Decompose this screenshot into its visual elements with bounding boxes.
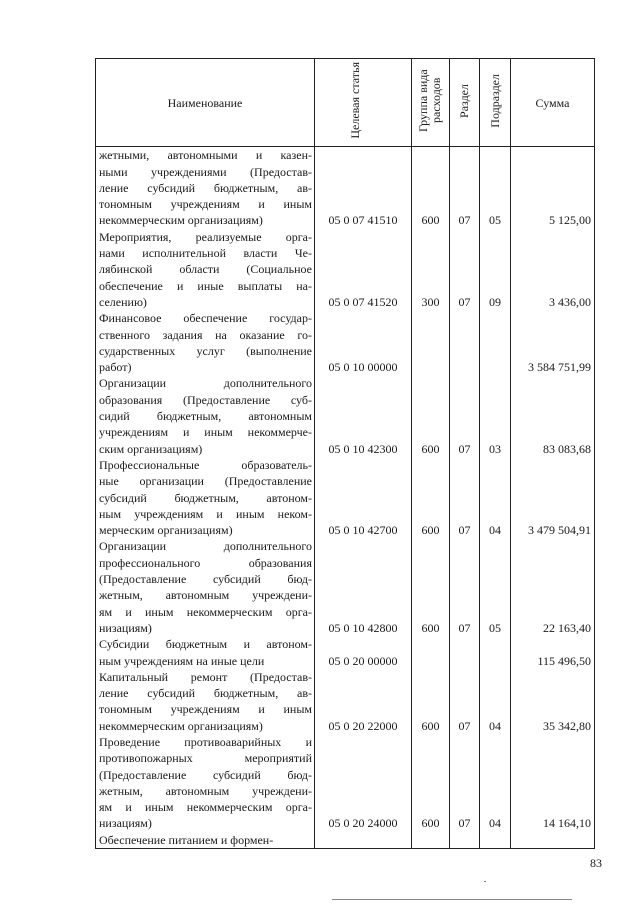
row-name-line: работ) [99,360,132,375]
table-row [96,636,595,669]
row-amount: 3 479 504,91 [511,457,595,538]
row-amount: 3 436,00 [511,229,595,310]
row-name-line: ные организации (Предоставление [99,474,312,489]
row-section: 07 [450,375,480,456]
row-name-line: Капитальный ремонт (Предостав- [99,669,312,684]
row-name [96,636,315,669]
row-target-code: 05 0 10 42300 [315,375,412,456]
table-row [96,229,595,310]
row-name-line: Мероприятия, реализуемые орга- [99,229,312,244]
row-subsection [480,832,511,849]
row-name [96,310,315,375]
header-subsection: Подраздел [480,59,511,147]
table-row [96,310,595,375]
row-target-code: 05 0 10 42700 [315,457,412,538]
row-amount: 115 496,50 [511,636,595,669]
table-row [96,147,595,229]
row-subsection: 03 [480,375,511,456]
row-name-line: Обеспечение питанием и формен- [99,832,274,847]
row-expense-group: 300 [412,229,450,310]
row-target-code: 05 0 07 41510 [315,147,412,229]
row-name-line: нами исполнительной власти Че- [99,246,312,261]
row-amount: 83 083,68 [511,375,595,456]
row-name-line: мерческим организациям) [99,523,233,538]
row-expense-group [412,832,450,849]
row-name-line: некоммерческим организациям) [99,718,263,733]
table-row [96,669,595,734]
table-row [96,734,595,832]
header-name: Наименование [96,59,315,147]
row-section: 07 [450,147,480,229]
row-amount: 5 125,00 [511,147,595,229]
row-name [96,147,315,229]
row-target-code: 05 0 07 41520 [315,229,412,310]
row-name-line: некоммерческим организациям) [99,213,263,228]
table-row [96,538,595,636]
row-target-code: 05 0 20 24000 [315,734,412,832]
row-name-line: ным учреждениям и иным неком- [99,506,312,521]
row-name [96,457,315,538]
row-name-line: сударственных услуг (выполнение [99,343,312,358]
row-name-line: селению) [99,294,147,309]
row-name-line: противопожарных мероприятий [99,751,312,766]
row-name-line: жетным, автономным учреждени- [99,588,312,603]
row-name-line: Профессиональные образователь- [99,457,312,472]
row-section [450,636,480,669]
row-target-code: 05 0 20 00000 [315,636,412,669]
row-section: 07 [450,669,480,734]
row-subsection: 05 [480,147,511,229]
footer-line [332,899,572,900]
row-name-line: тономным учреждениям и иным [99,197,312,212]
row-name-line: Проведение противоаварийных и [99,734,312,749]
row-expense-group: 600 [412,147,450,229]
row-target-code: 05 0 10 00000 [315,310,412,375]
row-name-line: ским организациям) [99,441,203,456]
row-expense-group: 600 [412,669,450,734]
row-expense-group [412,636,450,669]
row-name-line: жетным, автономным учреждени- [99,783,312,798]
row-subsection: 04 [480,734,511,832]
row-expense-group: 600 [412,734,450,832]
row-subsection: 05 [480,538,511,636]
row-section [450,832,480,849]
row-name [96,734,315,832]
row-section: 07 [450,734,480,832]
row-name-line: (Предоставление субсидий бюд- [99,767,312,782]
row-section: 07 [450,229,480,310]
row-name [96,375,315,456]
row-section: 07 [450,538,480,636]
row-name-line: профессионального образования [99,555,312,570]
header-row [96,59,595,147]
row-name-line: (Предоставление субсидий бюд- [99,572,312,587]
row-name-line: учреждениям и иным некоммерче- [99,425,312,440]
table-row [96,457,595,538]
scan-speck [484,881,486,882]
row-name-line: Организации дополнительного [99,539,312,554]
row-name-line: низациям) [99,620,152,635]
row-target-code: 05 0 10 42800 [315,538,412,636]
row-amount: 3 584 751,99 [511,310,595,375]
row-name-line: ям и иным некоммерческим орга- [99,604,312,619]
header-section: Раздел [450,59,480,147]
row-subsection [480,310,511,375]
row-name-line: ление субсидий бюджетным, ав- [99,686,312,701]
row-name [96,669,315,734]
table-row [96,832,595,849]
row-name-line: жетными, автономными и казен- [99,148,312,163]
row-section [450,310,480,375]
row-expense-group: 600 [412,538,450,636]
row-name-line: Организации дополнительного [99,376,312,391]
header-expense-group: Группа вида расходов [412,59,450,147]
row-name-line: Финансовое обеспечение государ- [99,311,312,326]
row-name-line: субсидий бюджетным, автоном- [99,490,312,505]
row-name-line: ными учреждениями (Предостав- [99,164,312,179]
row-name-line: тономным учреждениям и иным [99,702,312,717]
row-name-line: ление субсидий бюджетным, ав- [99,180,312,195]
header-sum: Сумма [511,59,595,147]
page-number: 83 [590,856,602,870]
row-name-line: низациям) [99,816,152,831]
row-name-line: ственного задания на оказание го- [99,327,312,342]
row-target-code [315,832,412,849]
row-subsection: 04 [480,669,511,734]
row-amount [511,832,595,849]
row-subsection [480,636,511,669]
row-amount: 14 164,10 [511,734,595,832]
table-row [96,375,595,456]
row-name-line: ям и иным некоммерческим орга- [99,800,312,815]
row-name-line: ным учреждениям на иные цели [99,653,265,668]
row-name-line: лябинской области (Социальное [99,262,312,277]
row-section: 07 [450,457,480,538]
row-amount: 22 163,40 [511,538,595,636]
table-body [96,147,595,849]
row-amount: 35 342,80 [511,669,595,734]
row-name-line: обеспечение и иные выплаты на- [99,278,312,293]
row-subsection: 09 [480,229,511,310]
row-name-line: образования (Предоставление суб- [99,392,312,407]
row-subsection: 04 [480,457,511,538]
row-name-line: сидий бюджетным, автономным [99,409,312,424]
row-expense-group [412,310,450,375]
header-target: Целевая статья [315,59,412,147]
row-name [96,538,315,636]
row-expense-group: 600 [412,457,450,538]
row-name [96,229,315,310]
row-name-line: Субсидии бюджетным и автоном- [99,637,312,652]
row-name [96,832,315,849]
row-target-code: 05 0 20 22000 [315,669,412,734]
row-expense-group: 600 [412,375,450,456]
budget-table [95,58,595,849]
